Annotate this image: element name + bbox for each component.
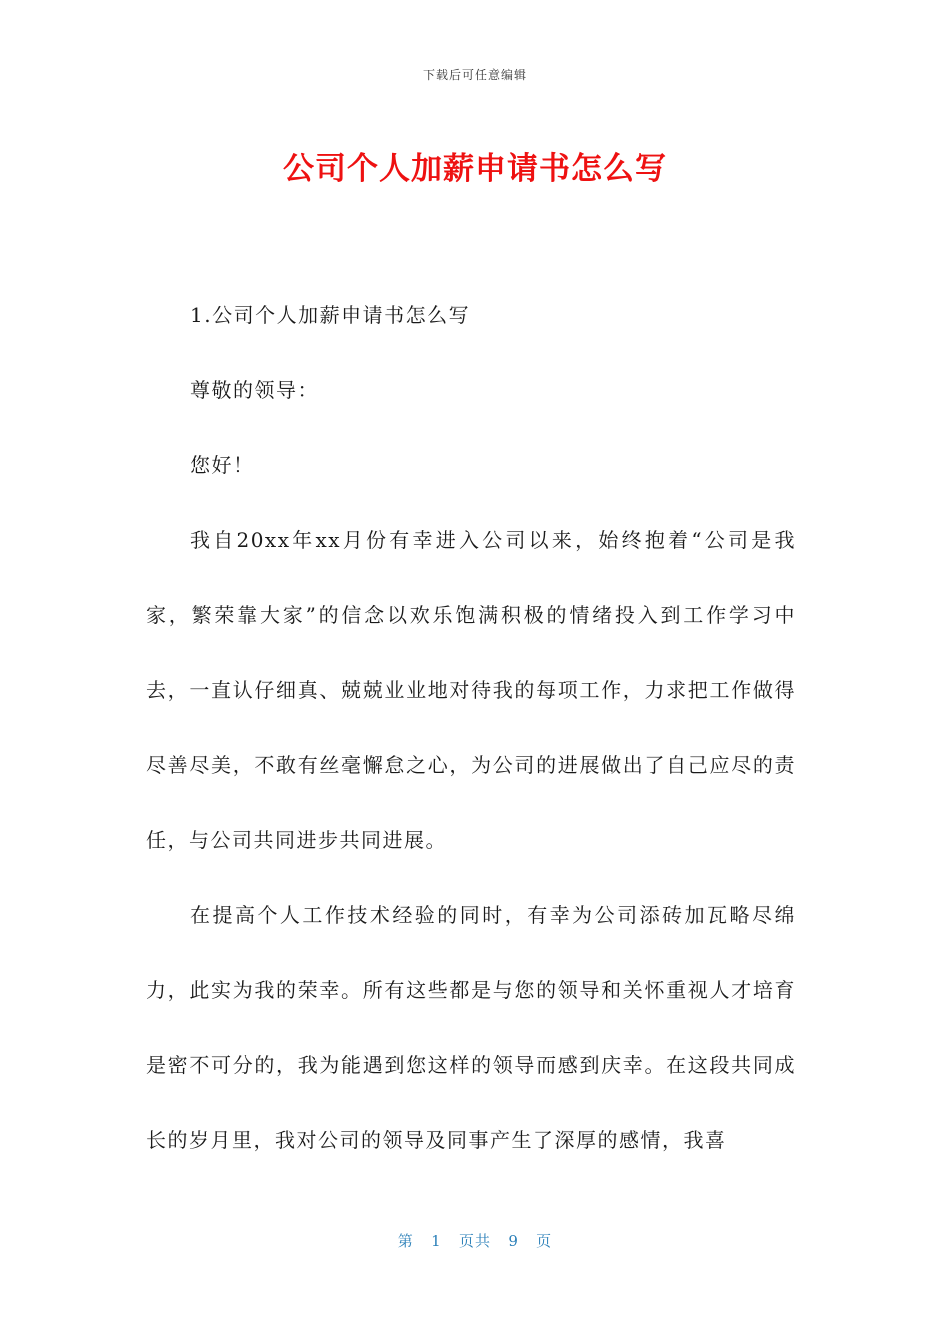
document-body	[146, 278, 796, 1178]
header-note: 下载后可任意编辑	[422, 68, 527, 82]
footer-page-prefix: 第	[397, 1232, 414, 1250]
body-paragraph: 在提高个人工作技术经验的同时，有幸为公司添砖加瓦略尽绵力，此实为我的荣幸。所有这些都是与您的领导和关怀重视人才培育是密不可分的，我为能遇到您这样的领导而感到庆幸。在这段共同成长的岁月里，我对公司的领导及同事产生了深厚的感情，我喜	[146, 903, 796, 1152]
greeting: 您好！	[190, 453, 255, 477]
footer-page-suffix: 页	[536, 1232, 553, 1250]
section-heading: 1.公司个人加薪申请书怎么写	[190, 303, 471, 327]
footer-page-current: 1	[431, 1232, 442, 1250]
body-paragraph: 我自20xx年xx月份有幸进入公司以来，始终抱着“公司是我家，繁荣靠大家”的信念以欢乐饱满积极的情绪投入到工作学习中去，一直认仔细真、兢兢业业地对待我的每项工作，力求把工作做得尽善尽美，不敢有丝毫懈怠之心，为公司的进展做出了自己应尽的责任，与公司共同进步共同进展。	[146, 528, 796, 852]
footer-page-total: 9	[508, 1232, 519, 1250]
footer-page-mid: 页共	[458, 1232, 491, 1250]
document-title: 公司个人加薪申请书怎么写	[283, 151, 667, 187]
salutation: 尊敬的领导：	[190, 378, 319, 402]
page-footer	[0, 1230, 950, 1251]
